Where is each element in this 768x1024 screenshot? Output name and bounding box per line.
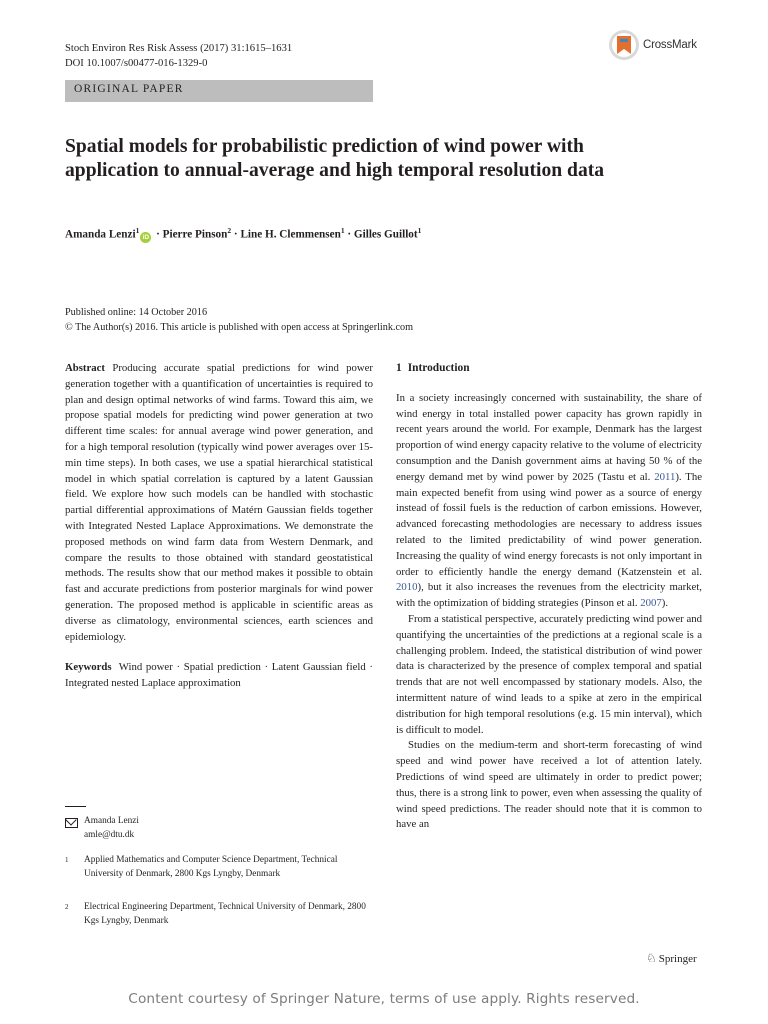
author-list [65, 226, 421, 243]
envelope-icon [65, 817, 78, 831]
doi[interactable]: DOI 10.1007/s00477-016-1329-0 [65, 58, 208, 69]
journal-citation: Stoch Environ Res Risk Assess (2017) 31:1615–1631 [65, 43, 293, 54]
author-name[interactable]: Line H. Clemmensen [240, 228, 341, 241]
contact-email[interactable]: amle@dtu.dk [84, 829, 135, 840]
abstract [65, 361, 373, 645]
paper-title: Spatial models for probabilistic prediction of wind power with application to annual-average and high temporal resolution data [65, 136, 605, 181]
journal-info [65, 41, 292, 71]
citation-link[interactable]: 2011 [654, 470, 676, 483]
abstract-text: Producing accurate spatial predictions for wind power generation together with a quantification of uncertainties is required to plan and design optimal networks of wind farms. Toward this aim, we propose spatial models for predicting wind power generation at two different time scales: for annual average wind power generation, and for a high temporal resolution (typically wind power averages over 15-min time steps). In both cases, we use a spatial hierarchical statistical model in which spatial correlation is captured by a latent Gaussian field. We explore how such models can be handled with stochastic partial differential approximations of Matérn Gaussian fields together with Integrated Nested Laplace Approximations. We demonstrate the proposed methods on wind farm data from Western Denmark, and compare the results to those obtained with standard geostatistical methods. The results show that our method makes it possible to obtain fast and accurate predictions from posterior marginals for wind power generation. The proposed method is applicable in scientific areas as diverse as climatology, environmental sciences, earth sciences and epidemiology. [65, 362, 374, 643]
affiliation-footnote [65, 854, 375, 896]
license-note: © The Author(s) 2016. This article is published with open access at Springerlink.com [65, 322, 414, 333]
affiliation-number: 2 [65, 903, 69, 911]
section-number: 1 [396, 362, 402, 374]
author-affiliation-mark: 1 [417, 226, 422, 235]
orcid-icon[interactable]: iD [140, 232, 151, 243]
author-separator: · [231, 228, 241, 241]
text-run: ), but it also increases the revenues from the electricity market, with the optimization of bidding strategies (Pinson et al. [396, 581, 702, 610]
author-separator: · [153, 228, 163, 241]
publisher-name: Springer [658, 952, 697, 965]
keywords [65, 660, 373, 692]
article-type-label: ORIGINAL PAPER [74, 83, 184, 95]
affiliation-text: Applied Mathematics and Computer Science Department, Technical University of Denmark, 2800 Kgs Lyngby, Denmark [84, 855, 338, 879]
author-affiliation-mark: 1 [340, 226, 345, 235]
section-heading [396, 361, 702, 377]
corresponding-author [65, 815, 375, 845]
paragraph: From a statistical perspective, accurately predicting wind power and quantifying the uncertainties of the predictions at a regional scale is a challenging problem. Indeed, the statistical distribution of wind power data is characterized by the presence of complex temporal and spatial trends that are not well encompassed by stationary models. Also, the intermittent nature of wind leads to a spike at zero in the empirical distribution for high temporal resolutions (e.g. 15 min interval), which is difficult to model. [396, 612, 702, 736]
author-name[interactable]: Gilles Guillot [353, 228, 418, 241]
footnote-divider [65, 806, 86, 807]
crossmark-label: CrossMark [643, 39, 697, 51]
affiliation-number: 1 [65, 856, 69, 864]
abstract-heading: Abstract [65, 362, 106, 374]
citation-link[interactable]: 2007 [640, 597, 662, 610]
abstract-column [65, 361, 373, 692]
keywords-heading: Keywords [65, 661, 112, 674]
author-name[interactable]: Pierre Pinson [162, 228, 228, 241]
text-run: In a society increasingly concerned with sustainability, the share of wind energy in total installed power capacity has grown rapidly in recent years around the world. For example, Denmark has the largest proportion of wind energy capacity relative to the volume of electricity consumption and the Danish government aims at having 50 % of the energy demand met by wind power by 2025 (Tastu et al. [396, 391, 702, 483]
publisher-logo [646, 951, 697, 966]
paragraph [396, 391, 702, 612]
article-type-banner [65, 80, 373, 102]
author-name[interactable]: Amanda Lenzi [65, 228, 136, 241]
text-run: ). [661, 597, 669, 610]
text-run: ). The main expected benefit from using wind power as a source of energy instead of fossil fuels is the reduction of carbon emissions. However, advanced forecasting methodologies are necessary to address issues related to the limited predictability of wind power generation. Increasing the quality of wind energy forecasts is not only important in order to efficiently handle the energy demand (Katzenstein et al. [396, 470, 702, 578]
author-affiliation-mark: 1 [135, 226, 140, 235]
introduction-column [396, 361, 702, 833]
keywords-text: Wind power · Spatial prediction · Latent Gaussian field · Integrated nested Laplace approximation [65, 661, 373, 690]
contact-name: Amanda Lenzi [84, 816, 139, 826]
citation-link[interactable]: 2010 [396, 581, 418, 594]
crossmark-icon [608, 29, 640, 61]
affiliation-text: Electrical Engineering Department, Technical University of Denmark, 2800 Kgs Lyngby, Denmark [84, 902, 366, 926]
section-title: Introduction [407, 362, 470, 374]
affiliation-footnote [65, 901, 375, 931]
paragraph: Studies on the medium-term and short-term forecasting of wind speed and wind power have received a lot of attention lately. Predictions of wind speed are ultimately in order to predict power; thus, there is a strong link to power, even when assessing the quality of wind speed predictions. The reader should note that it is common to have an [396, 739, 702, 831]
crossmark-badge[interactable] [608, 29, 697, 61]
author-affiliation-mark: 2 [227, 226, 232, 235]
published-date: Published online: 14 October 2016 [65, 307, 208, 318]
publication-info [65, 305, 413, 335]
springer-horse-icon: ♘ [646, 951, 657, 965]
courtesy-footer: Content courtesy of Springer Nature, terms of use apply. Rights reserved. [128, 991, 640, 1007]
author-separator: · [344, 228, 354, 241]
